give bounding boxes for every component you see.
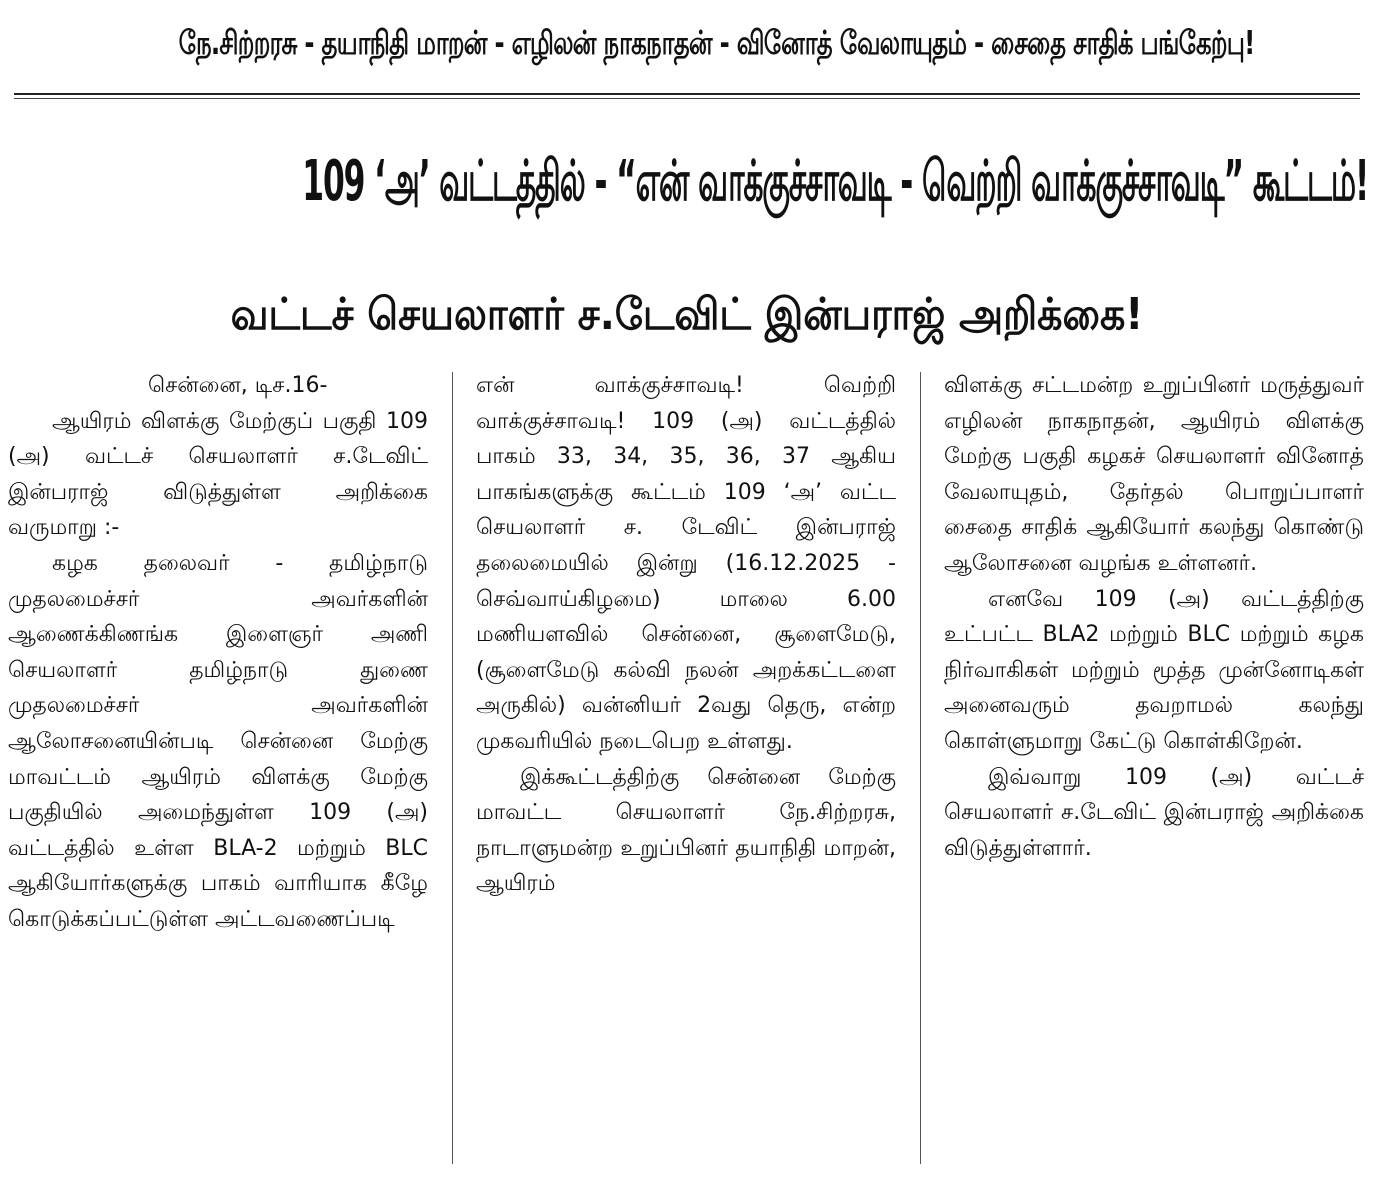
body-paragraph: இக்கூட்டத்திற்கு சென்னை மேற்கு மாவட்ட செயலாளர் நே.சிற்றரசு, நாடாளுமன்ற உறுப்பினர் தயாநிதி மாறன், ஆயிரம் xyxy=(476,764,896,897)
article-column-2 xyxy=(476,368,896,902)
column-divider xyxy=(452,372,453,1164)
article-column-1 xyxy=(8,368,428,938)
body-paragraph: ஆயிரம் விளக்கு மேற்குப் பகுதி 109 (அ) வட்டச் செயலாளர் ச.டேவிட் இன்பராஜ் விடுத்துள்ள அறிக்கை வருமாறு :- xyxy=(8,408,428,541)
body-paragraph: என் வாக்குச்சாவடி! வெற்றி வாக்குச்சாவடி! 109 (அ) வட்டத்தில் பாகம் 33, 34, 35, 36, 37 ஆகிய பாகங்களுக்கு கூட்டம் 109 ‘அ’ வட்ட செயலாளர் ச. டேவிட் இன்பராஜ் தலைமையில் இன்று (16.12.2025 - செவ்வாய்கிழமை) மாலை 6.00 மணியளவில் சென்னை, சூளைமேடு, (சூளைமேடு கல்வி நலன் அறக்கட்டளை அருகில்) வன்னியர் 2வது தெரு, என்ற முகவரியில் நடைபெற உள்ளது. xyxy=(476,373,896,754)
body-paragraph: இவ்வாறு 109 (அ) வட்டச் செயலாளர் ச.டேவிட் இன்பராஜ் அறிக்கை விடுத்துள்ளார். xyxy=(944,764,1364,861)
body-paragraph: கழக தலைவர் - தமிழ்நாடு முதலமைச்சர் அவர்களின் ஆணைக்கிணங்க இளைஞர் அணி செயலாளர் தமிழ்நாடு துணை முதலமைச்சர் அவர்களின் ஆலோசனையின்படி சென்னை மேற்கு மாவட்டம் ஆயிரம் விளக்கு மேற்கு பகுதியில் அமைந்துள்ள 109 (அ) வட்டத்தில் உள்ள BLA-2 மற்றும் BLC ஆகியோர்களுக்கு பாகம் வாரியாக கீழே கொடுக்கப்பட்டுள்ள அட்டவணைப்படி xyxy=(8,550,428,932)
body-paragraph: எனவே 109 (அ) வட்டத்திற்கு உட்பட்ட BLA2 மற்றும் BLC மற்றும் கழக நிர்வாகிகள் மற்றும் மூத்த முன்னோடிகள் அனைவரும் தவறாமல் கலந்து கொள்ளுமாறு கேட்டு கொள்கிறேன். xyxy=(944,586,1364,754)
subheadline: வட்டச் செயலாளர் ச.டேவிட் இன்பராஜ் அறிக்கை! xyxy=(230,289,1144,340)
article-column-3 xyxy=(944,368,1364,866)
body-paragraph: விளக்கு சட்டமன்ற உறுப்பினர் மருத்துவர் எழிலன் நாகநாதன், ஆயிரம் விளக்கு மேற்கு பகுதி கழகச் செயலாளர் வினோத் வேலாயுதம், தேர்தல் பொறுப்பாளர் சைதை சாதிக் ஆகியோர் கலந்து கொண்டு ஆலோசனை வழங்க உள்ளனர். xyxy=(944,373,1364,576)
headline: 109 ‘அ’ வட்டத்தில் - “என் வாக்குச்சாவடி - வெற்றி வாக்குச்சாவடி” கூட்டம்! xyxy=(302,149,1369,214)
top-rule-thin xyxy=(14,98,1360,99)
dateline: சென்னை, டிச.16- xyxy=(148,373,328,398)
top-rule xyxy=(14,93,1360,95)
kicker-line: நே.சிற்றரசு - தயாநிதி மாறன் - எழிலன் நாகநாதன் - வினோத் வேலாயுதம் - சைதை சாதிக் பங்கேற்பு! xyxy=(178,23,1255,62)
column-divider xyxy=(920,372,921,1164)
